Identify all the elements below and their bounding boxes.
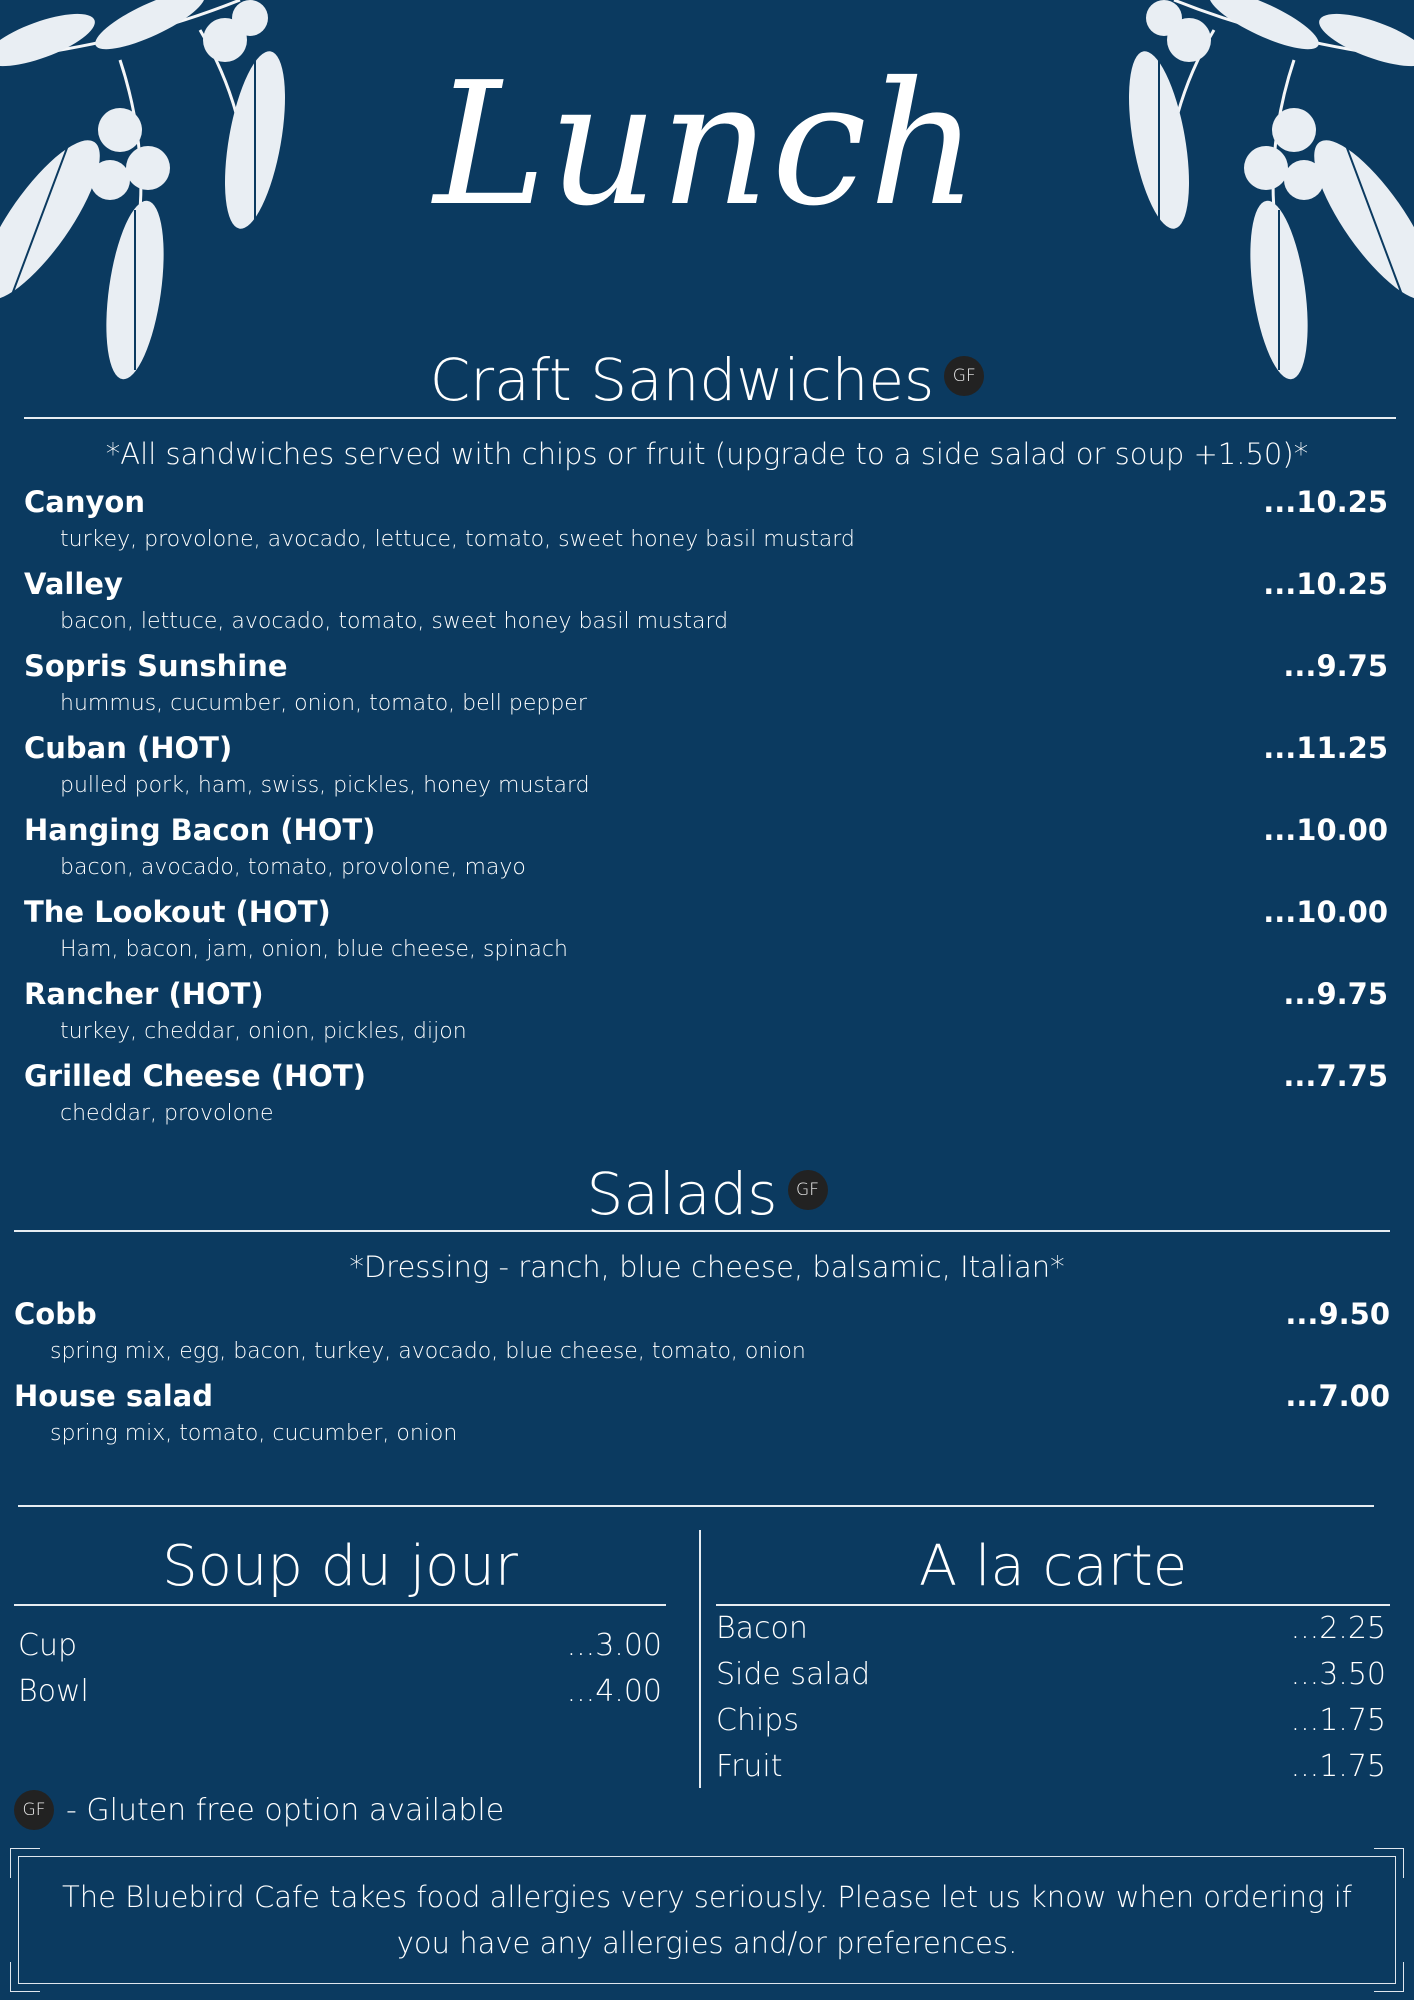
row-price: ...3.00 — [566, 1628, 662, 1663]
item-name: Cuban (HOT) — [24, 731, 233, 765]
gluten-free-badge: GF — [944, 356, 984, 396]
soup-heading: Soup du jour — [162, 1534, 518, 1599]
price-row — [716, 1703, 1386, 1743]
item-description: spring mix, egg, bacon, turkey, avocado, blue cheese, tomato, onion — [50, 1339, 806, 1364]
row-label: Bacon — [716, 1611, 808, 1646]
item-price: ...7.75 — [1283, 1059, 1388, 1093]
row-label: Side salad — [716, 1657, 871, 1692]
item-name: The Lookout (HOT) — [24, 895, 331, 929]
item-description: bacon, avocado, tomato, provolone, mayo — [60, 855, 526, 880]
divider — [14, 1604, 666, 1606]
item-description: turkey, cheddar, onion, pickles, dijon — [60, 1019, 467, 1044]
price-row — [18, 1674, 662, 1714]
row-label: Cup — [18, 1628, 78, 1663]
row-label: Chips — [716, 1703, 799, 1738]
gluten-free-badge: GF — [788, 1170, 828, 1210]
sandwiches-heading-text: Craft Sandwiches — [429, 346, 935, 414]
menu-title: Lunch — [433, 46, 981, 244]
menu-item — [24, 813, 1388, 889]
menu-item — [24, 977, 1388, 1053]
a-la-carte-heading: A la carte — [918, 1534, 1188, 1599]
menu-item — [14, 1379, 1390, 1455]
divider — [18, 1505, 1374, 1507]
item-name: Grilled Cheese (HOT) — [24, 1059, 366, 1093]
item-description: spring mix, tomato, cucumber, onion — [50, 1421, 458, 1446]
row-price: ...1.75 — [1290, 1703, 1386, 1738]
menu-item — [24, 567, 1388, 643]
item-name: Valley — [24, 567, 123, 601]
row-price: ...2.25 — [1290, 1611, 1386, 1646]
item-price: ...10.25 — [1263, 567, 1388, 601]
item-description: bacon, lettuce, avocado, tomato, sweet honey basil mustard — [60, 609, 729, 634]
price-row — [18, 1628, 662, 1668]
menu-item — [24, 485, 1388, 561]
item-description: hummus, cucumber, onion, tomato, bell pepper — [60, 691, 587, 716]
item-name: Canyon — [24, 485, 145, 519]
divider — [716, 1604, 1390, 1606]
menu-item — [24, 731, 1388, 807]
allergy-notice: The Bluebird Cafe takes food allergies very seriously. Please let us know when ordering if you have any allergies and/or preferences. — [18, 1856, 1396, 1984]
menu-item — [24, 895, 1388, 971]
salads-note: *Dressing - ranch, blue cheese, balsamic, Italian* — [349, 1250, 1065, 1284]
row-price: ...4.00 — [566, 1674, 662, 1709]
row-price: ...3.50 — [1290, 1657, 1386, 1692]
item-price: ...9.50 — [1285, 1297, 1390, 1331]
item-price: ...10.25 — [1263, 485, 1388, 519]
divider — [24, 417, 1396, 419]
item-name: House salad — [14, 1379, 213, 1413]
menu-item — [24, 649, 1388, 725]
item-price: ...9.75 — [1283, 649, 1388, 683]
item-name: Hanging Bacon (HOT) — [24, 813, 376, 847]
gluten-free-badge: GF — [14, 1790, 54, 1830]
item-price: ...7.00 — [1285, 1379, 1390, 1413]
item-description: Ham, bacon, jam, onion, blue cheese, spinach — [60, 937, 568, 962]
sandwiches-heading — [0, 346, 1414, 414]
legend-text: - Gluten free option available — [66, 1792, 505, 1828]
menu-item — [24, 1059, 1388, 1135]
item-price: ...11.25 — [1263, 731, 1388, 765]
item-price: ...10.00 — [1263, 895, 1388, 929]
row-price: ...1.75 — [1290, 1749, 1386, 1784]
row-label: Bowl — [18, 1674, 89, 1709]
price-row — [716, 1657, 1386, 1697]
divider — [14, 1230, 1390, 1232]
item-description: cheddar, provolone — [60, 1101, 274, 1126]
item-description: pulled pork, ham, swiss, pickles, honey mustard — [60, 773, 590, 798]
item-description: turkey, provolone, avocado, lettuce, tomato, sweet honey basil mustard — [60, 527, 855, 552]
item-name: Rancher (HOT) — [24, 977, 264, 1011]
salads-heading — [0, 1160, 1414, 1228]
gluten-free-legend — [14, 1789, 504, 1831]
row-label: Fruit — [716, 1749, 783, 1784]
sandwiches-note: *All sandwiches served with chips or fruit (upgrade to a side salad or soup +1.50)* — [105, 437, 1309, 471]
item-price: ...9.75 — [1283, 977, 1388, 1011]
item-name: Sopris Sunshine — [24, 649, 288, 683]
item-price: ...10.00 — [1263, 813, 1388, 847]
salads-heading-text: Salads — [586, 1160, 778, 1228]
price-row — [716, 1749, 1386, 1789]
menu-item — [14, 1297, 1390, 1373]
column-divider — [699, 1530, 701, 1788]
price-row — [716, 1611, 1386, 1651]
item-name: Cobb — [14, 1297, 97, 1331]
